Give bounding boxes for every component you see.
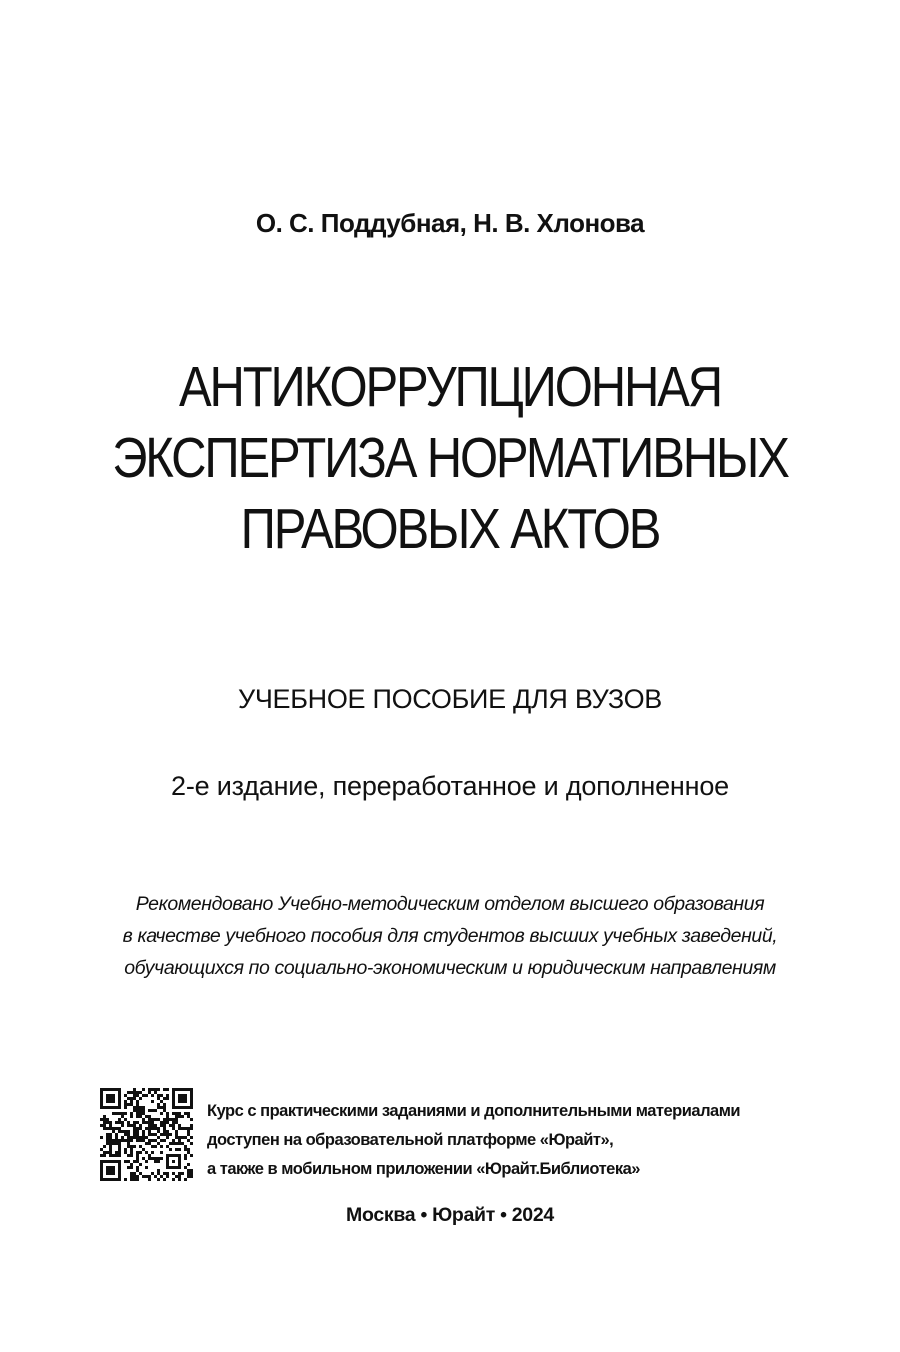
- publisher-imprint: Москва • Юрайт • 2024: [346, 1204, 554, 1226]
- book-title-line: ЭКСПЕРТИЗА НОРМАТИВНЫХ: [112, 426, 788, 490]
- course-info-line: Курс с практическими заданиями и дополнительными материалами: [207, 1102, 741, 1120]
- book-authors: О. С. Поддубная, Н. В. Хлонова: [255, 208, 645, 238]
- recommendation-line: Рекомендовано Учебно-методическим отделом высшего образования: [135, 893, 765, 915]
- course-info-line: а также в мобильном приложении «Юрайт.Библиотека»: [207, 1160, 640, 1178]
- book-title-line: ПРАВОВЫХ АКТОВ: [240, 497, 660, 561]
- book-title: [63, 352, 837, 565]
- book-subtitle: УЧЕБНОЕ ПОСОБИЕ ДЛЯ ВУЗОВ: [237, 684, 663, 714]
- recommendation-line: обучающихся по социально-экономическим и юридическим направлениям: [124, 957, 776, 979]
- edition-note: 2-е издание, переработанное и дополненное: [171, 771, 729, 801]
- book-title-line: АНТИКОРРУПЦИОННАЯ: [178, 355, 722, 419]
- course-info-line: доступен на образовательной платформе «Юрайт»,: [207, 1131, 614, 1149]
- course-info: [207, 1097, 797, 1184]
- recommendation-note: [0, 888, 900, 984]
- recommendation-line: в качестве учебного пособия для студентов высших учебных заведений,: [122, 925, 778, 947]
- qr-code-icon: [100, 1088, 193, 1181]
